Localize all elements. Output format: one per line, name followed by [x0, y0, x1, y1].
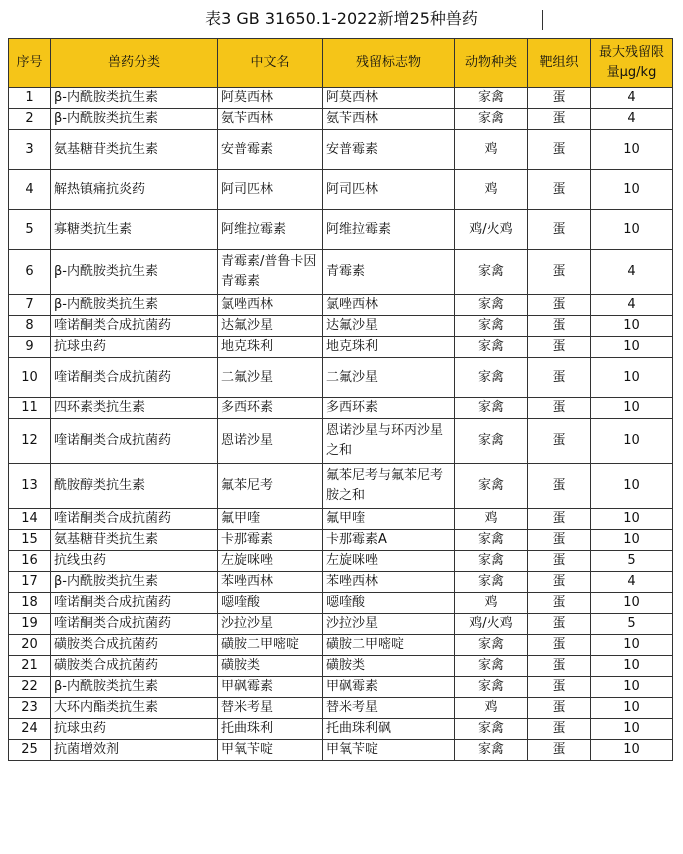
cell-marker: 多西环素 — [323, 398, 455, 419]
cell-chinese-name: 氨苄西林 — [218, 109, 323, 130]
cell-tissue: 蛋 — [528, 316, 591, 337]
cell-marker: 甲砜霉素 — [323, 677, 455, 698]
cell-tissue: 蛋 — [528, 130, 591, 170]
table-row — [9, 130, 673, 170]
table-row — [9, 88, 673, 109]
cell-chinese-name: 沙拉沙星 — [218, 614, 323, 635]
cell-animal: 家禽 — [455, 572, 528, 593]
cell-mrl: 10 — [591, 740, 673, 761]
cell-animal: 家禽 — [455, 109, 528, 130]
cell-tissue: 蛋 — [528, 109, 591, 130]
cell-animal: 家禽 — [455, 250, 528, 295]
cell-chinese-name: 恩诺沙星 — [218, 419, 323, 464]
cell-marker: 达氟沙星 — [323, 316, 455, 337]
cell-category: 磺胺类合成抗菌药 — [51, 635, 218, 656]
cell-animal: 家禽 — [455, 656, 528, 677]
cell-animal: 家禽 — [455, 419, 528, 464]
cell-marker: 磺胺二甲嘧啶 — [323, 635, 455, 656]
cell-index: 23 — [9, 698, 51, 719]
cell-animal: 家禽 — [455, 635, 528, 656]
cell-category: 喹诺酮类合成抗菌药 — [51, 316, 218, 337]
cell-chinese-name: 阿司匹林 — [218, 170, 323, 210]
cell-mrl: 10 — [591, 530, 673, 551]
cell-mrl: 4 — [591, 109, 673, 130]
cell-mrl: 10 — [591, 419, 673, 464]
header-chinese-name: 中文名 — [218, 39, 323, 88]
cell-category: 磺胺类合成抗菌药 — [51, 656, 218, 677]
table-row — [9, 677, 673, 698]
cell-index: 15 — [9, 530, 51, 551]
table-row — [9, 509, 673, 530]
cell-chinese-name: 磺胺类 — [218, 656, 323, 677]
cell-animal: 家禽 — [455, 551, 528, 572]
cell-marker: 苯唑西林 — [323, 572, 455, 593]
cell-chinese-name: 氯唑西林 — [218, 295, 323, 316]
table-row — [9, 419, 673, 464]
cell-mrl: 10 — [591, 398, 673, 419]
cell-animal: 家禽 — [455, 464, 528, 509]
cell-tissue: 蛋 — [528, 530, 591, 551]
cell-category: β-内酰胺类抗生素 — [51, 109, 218, 130]
header-index: 序号 — [9, 39, 51, 88]
cell-tissue: 蛋 — [528, 719, 591, 740]
cell-marker: 氨苄西林 — [323, 109, 455, 130]
cell-index: 12 — [9, 419, 51, 464]
table-row — [9, 464, 673, 509]
cell-marker: 氯唑西林 — [323, 295, 455, 316]
cell-chinese-name: 卡那霉素 — [218, 530, 323, 551]
cell-mrl: 10 — [591, 337, 673, 358]
cell-index: 16 — [9, 551, 51, 572]
cell-index: 25 — [9, 740, 51, 761]
cell-marker: 左旋咪唑 — [323, 551, 455, 572]
cell-tissue: 蛋 — [528, 656, 591, 677]
cell-mrl: 10 — [591, 719, 673, 740]
cell-mrl: 10 — [591, 464, 673, 509]
cell-chinese-name: 达氟沙星 — [218, 316, 323, 337]
cell-marker: 甲氧苄啶 — [323, 740, 455, 761]
cell-mrl: 5 — [591, 614, 673, 635]
cell-index: 6 — [9, 250, 51, 295]
cell-tissue: 蛋 — [528, 337, 591, 358]
cell-category: 喹诺酮类合成抗菌药 — [51, 358, 218, 398]
cell-index: 22 — [9, 677, 51, 698]
cell-marker: 氟甲喹 — [323, 509, 455, 530]
cell-mrl: 10 — [591, 358, 673, 398]
header-row — [9, 39, 673, 88]
veterinary-drug-table — [8, 38, 673, 761]
table-row — [9, 572, 673, 593]
cell-marker: 卡那霉素A — [323, 530, 455, 551]
cell-animal: 家禽 — [455, 88, 528, 109]
cell-marker: 青霉素 — [323, 250, 455, 295]
cell-category: 抗球虫药 — [51, 337, 218, 358]
cell-marker: 托曲珠利砜 — [323, 719, 455, 740]
table-row — [9, 614, 673, 635]
cell-chinese-name: 二氟沙星 — [218, 358, 323, 398]
cell-chinese-name: 地克珠利 — [218, 337, 323, 358]
cell-animal: 鸡 — [455, 130, 528, 170]
table-row — [9, 719, 673, 740]
table-row — [9, 337, 673, 358]
cell-category: 解热镇痛抗炎药 — [51, 170, 218, 210]
cell-category: 氨基糖苷类抗生素 — [51, 130, 218, 170]
cell-chinese-name: 磺胺二甲嘧啶 — [218, 635, 323, 656]
table-row — [9, 530, 673, 551]
cell-index: 5 — [9, 210, 51, 250]
cell-tissue: 蛋 — [528, 593, 591, 614]
cell-category: 喹诺酮类合成抗菌药 — [51, 614, 218, 635]
cell-index: 21 — [9, 656, 51, 677]
cell-chinese-name: 氟苯尼考 — [218, 464, 323, 509]
cell-chinese-name: 托曲珠利 — [218, 719, 323, 740]
cell-animal: 家禽 — [455, 677, 528, 698]
cell-mrl: 10 — [591, 656, 673, 677]
table-row — [9, 210, 673, 250]
cell-animal: 鸡 — [455, 593, 528, 614]
cell-animal: 家禽 — [455, 358, 528, 398]
cell-mrl: 10 — [591, 210, 673, 250]
table-row — [9, 740, 673, 761]
cell-category: β-内酰胺类抗生素 — [51, 572, 218, 593]
cell-mrl: 10 — [591, 170, 673, 210]
cell-animal: 鸡 — [455, 509, 528, 530]
cell-mrl: 10 — [591, 677, 673, 698]
cell-category: 四环素类抗生素 — [51, 398, 218, 419]
table-row — [9, 656, 673, 677]
cell-tissue: 蛋 — [528, 509, 591, 530]
cell-mrl: 4 — [591, 295, 673, 316]
cell-animal: 家禽 — [455, 398, 528, 419]
cell-chinese-name: 安普霉素 — [218, 130, 323, 170]
cell-tissue: 蛋 — [528, 551, 591, 572]
cell-mrl: 10 — [591, 509, 673, 530]
cell-category: 大环内酯类抗生素 — [51, 698, 218, 719]
table-row — [9, 316, 673, 337]
cell-category: 酰胺醇类抗生素 — [51, 464, 218, 509]
table-row — [9, 698, 673, 719]
table-row — [9, 170, 673, 210]
cell-chinese-name: 左旋咪唑 — [218, 551, 323, 572]
cell-index: 11 — [9, 398, 51, 419]
cell-marker: 阿司匹林 — [323, 170, 455, 210]
cell-index: 10 — [9, 358, 51, 398]
cell-category: β-内酰胺类抗生素 — [51, 88, 218, 109]
cell-tissue: 蛋 — [528, 295, 591, 316]
cell-marker: 阿维拉霉素 — [323, 210, 455, 250]
cell-tissue: 蛋 — [528, 419, 591, 464]
cell-mrl: 5 — [591, 551, 673, 572]
cell-marker: 阿莫西林 — [323, 88, 455, 109]
table-row — [9, 551, 673, 572]
cell-animal: 家禽 — [455, 316, 528, 337]
cell-category: 抗球虫药 — [51, 719, 218, 740]
cell-tissue: 蛋 — [528, 250, 591, 295]
cell-mrl: 4 — [591, 250, 673, 295]
cell-category: β-内酰胺类抗生素 — [51, 295, 218, 316]
cell-tissue: 蛋 — [528, 572, 591, 593]
cell-animal: 鸡 — [455, 698, 528, 719]
header-mrl: 最大残留限量μg/kg — [591, 39, 673, 88]
cell-animal: 家禽 — [455, 530, 528, 551]
cell-mrl: 4 — [591, 88, 673, 109]
cell-marker: 氟苯尼考与氟苯尼考胺之和 — [323, 464, 455, 509]
cell-animal: 家禽 — [455, 337, 528, 358]
cell-chinese-name: 多西环素 — [218, 398, 323, 419]
cell-marker: 噁喹酸 — [323, 593, 455, 614]
table-row — [9, 593, 673, 614]
cell-animal: 家禽 — [455, 740, 528, 761]
cell-tissue: 蛋 — [528, 614, 591, 635]
cell-tissue: 蛋 — [528, 170, 591, 210]
cell-chinese-name: 氟甲喹 — [218, 509, 323, 530]
cell-mrl: 10 — [591, 130, 673, 170]
cell-mrl: 10 — [591, 635, 673, 656]
header-marker: 残留标志物 — [323, 39, 455, 88]
cell-tissue: 蛋 — [528, 635, 591, 656]
cell-index: 17 — [9, 572, 51, 593]
cell-chinese-name: 阿莫西林 — [218, 88, 323, 109]
cell-index: 20 — [9, 635, 51, 656]
cell-marker: 替米考星 — [323, 698, 455, 719]
cell-index: 2 — [9, 109, 51, 130]
cell-chinese-name: 苯唑西林 — [218, 572, 323, 593]
text-cursor — [542, 10, 543, 30]
cell-tissue: 蛋 — [528, 740, 591, 761]
cell-mrl: 10 — [591, 316, 673, 337]
cell-marker: 恩诺沙星与环丙沙星之和 — [323, 419, 455, 464]
cell-animal: 家禽 — [455, 719, 528, 740]
cell-tissue: 蛋 — [528, 358, 591, 398]
table-row — [9, 250, 673, 295]
table-row — [9, 295, 673, 316]
cell-tissue: 蛋 — [528, 88, 591, 109]
cell-marker: 地克珠利 — [323, 337, 455, 358]
cell-category: 寡糖类抗生素 — [51, 210, 218, 250]
cell-index: 8 — [9, 316, 51, 337]
cell-chinese-name: 噁喹酸 — [218, 593, 323, 614]
cell-animal: 鸡 — [455, 170, 528, 210]
cell-category: 喹诺酮类合成抗菌药 — [51, 509, 218, 530]
table-row — [9, 109, 673, 130]
cell-category: β-内酰胺类抗生素 — [51, 250, 218, 295]
cell-marker: 磺胺类 — [323, 656, 455, 677]
cell-animal: 鸡/火鸡 — [455, 614, 528, 635]
cell-animal: 家禽 — [455, 295, 528, 316]
cell-index: 4 — [9, 170, 51, 210]
cell-index: 1 — [9, 88, 51, 109]
cell-category: 喹诺酮类合成抗菌药 — [51, 593, 218, 614]
cell-category: 喹诺酮类合成抗菌药 — [51, 419, 218, 464]
cell-category: β-内酰胺类抗生素 — [51, 677, 218, 698]
cell-marker: 沙拉沙星 — [323, 614, 455, 635]
cell-index: 14 — [9, 509, 51, 530]
cell-marker: 二氟沙星 — [323, 358, 455, 398]
table-row — [9, 635, 673, 656]
cell-index: 19 — [9, 614, 51, 635]
cell-category: 氨基糖苷类抗生素 — [51, 530, 218, 551]
header-tissue: 靶组织 — [528, 39, 591, 88]
header-animal: 动物种类 — [455, 39, 528, 88]
cell-mrl: 4 — [591, 572, 673, 593]
cell-mrl: 10 — [591, 593, 673, 614]
cell-marker: 安普霉素 — [323, 130, 455, 170]
header-category: 兽药分类 — [51, 39, 218, 88]
cell-index: 9 — [9, 337, 51, 358]
cell-index: 18 — [9, 593, 51, 614]
cell-chinese-name: 甲氧苄啶 — [218, 740, 323, 761]
cell-tissue: 蛋 — [528, 464, 591, 509]
cell-chinese-name: 青霉素/普鲁卡因青霉素 — [218, 250, 323, 295]
cell-tissue: 蛋 — [528, 677, 591, 698]
cell-mrl: 10 — [591, 698, 673, 719]
cell-tissue: 蛋 — [528, 398, 591, 419]
cell-index: 3 — [9, 130, 51, 170]
cell-animal: 鸡/火鸡 — [455, 210, 528, 250]
table-row — [9, 398, 673, 419]
table-row — [9, 358, 673, 398]
cell-index: 24 — [9, 719, 51, 740]
cell-category: 抗菌增效剂 — [51, 740, 218, 761]
cell-index: 13 — [9, 464, 51, 509]
cell-category: 抗线虫药 — [51, 551, 218, 572]
cell-chinese-name: 替米考星 — [218, 698, 323, 719]
cell-chinese-name: 甲砜霉素 — [218, 677, 323, 698]
cell-index: 7 — [9, 295, 51, 316]
table-title: 表3 GB 31650.1-2022新增25种兽药 — [205, 9, 478, 28]
cell-tissue: 蛋 — [528, 210, 591, 250]
cell-chinese-name: 阿维拉霉素 — [218, 210, 323, 250]
cell-tissue: 蛋 — [528, 698, 591, 719]
